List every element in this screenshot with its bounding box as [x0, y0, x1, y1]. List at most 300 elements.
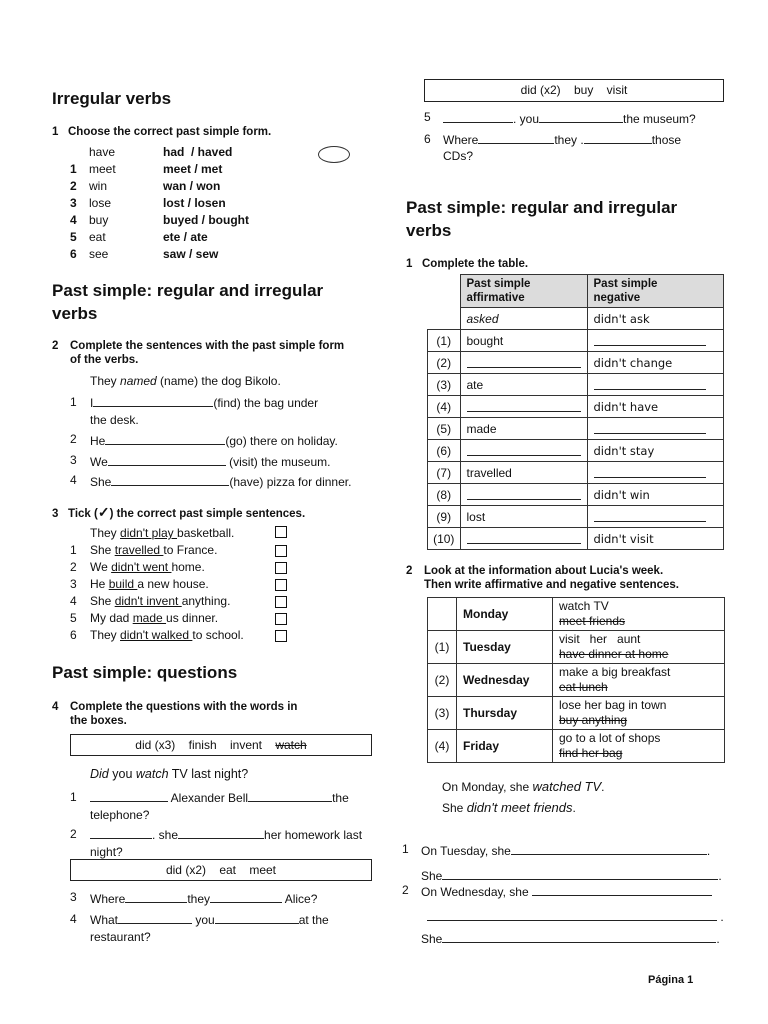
item-number: 6 — [70, 628, 77, 642]
header-negative — [587, 275, 724, 308]
item-number: 3 — [70, 453, 77, 467]
item-number: 2 — [70, 432, 77, 446]
item-number: 1 — [70, 395, 77, 409]
underlined-verb: didn't invent — [114, 594, 182, 608]
table-row — [428, 396, 724, 418]
header-text: negative — [593, 292, 641, 304]
verb-choice[interactable]: buyed / bought — [163, 213, 249, 227]
answer-blank[interactable] — [594, 333, 706, 346]
header-affirmative — [460, 275, 587, 308]
list-item — [70, 526, 300, 543]
exercise-4-item-1 — [70, 789, 390, 824]
activity-cell — [553, 598, 725, 631]
answer-blank[interactable] — [443, 110, 513, 123]
activity-cell — [553, 664, 725, 697]
negative-cell[interactable] — [587, 330, 724, 352]
text: He — [90, 434, 106, 448]
checkbox[interactable] — [275, 526, 287, 538]
affirmative-cell: made — [460, 418, 587, 440]
example-negative: didn't ask — [587, 308, 724, 330]
instruction-text: Then write affirmative and negative sentences. — [424, 579, 679, 591]
answer-blank[interactable] — [584, 131, 652, 144]
past-simple-table — [427, 274, 724, 550]
base-verb: have — [89, 145, 116, 159]
answer-blank[interactable] — [594, 377, 706, 390]
affirmative-cell[interactable] — [460, 352, 587, 374]
table-row — [428, 330, 724, 352]
text: . — [718, 869, 722, 883]
item-number: 2 — [70, 560, 77, 574]
activity-cell — [553, 631, 725, 664]
exercise-4-item-2 — [70, 826, 390, 861]
title-line: Past simple: regular and irregular — [52, 281, 324, 300]
activity-cell — [553, 697, 725, 730]
item-number: 4 — [70, 473, 77, 487]
activity-not-done: find her bag — [559, 746, 623, 760]
day-cell: Thursday — [457, 697, 553, 730]
text: He — [90, 577, 109, 591]
item-number: 1 — [70, 162, 77, 176]
section-questions-title: Past simple: questions — [52, 663, 238, 682]
list-item — [70, 145, 330, 162]
table-row — [428, 440, 724, 462]
item-number: 5 — [70, 611, 77, 625]
table-row — [428, 418, 724, 440]
row-number: (9) — [428, 506, 461, 528]
table-row — [428, 697, 725, 730]
list-item — [70, 196, 330, 213]
text: On Monday, she — [442, 780, 533, 794]
answer-blank[interactable] — [467, 443, 581, 456]
list-item — [70, 230, 330, 247]
example-answer: watch — [135, 767, 169, 781]
checkbox[interactable] — [275, 596, 287, 608]
text: they — [187, 892, 211, 906]
text: She — [442, 801, 467, 815]
exercise-2b-instruction — [406, 564, 746, 592]
text: at the — [298, 913, 329, 927]
table-cell — [428, 308, 461, 330]
negative-cell: didn't have — [587, 396, 724, 418]
table-row — [428, 598, 725, 631]
list-item — [70, 594, 300, 611]
text: Where — [443, 133, 479, 147]
item-number: 6 — [424, 132, 431, 146]
text: They — [90, 526, 121, 540]
list-item — [70, 611, 300, 628]
table-cell — [428, 275, 461, 308]
day-cell: Friday — [457, 730, 553, 763]
row-number: (3) — [428, 374, 461, 396]
affirmative-cell: ate — [460, 374, 587, 396]
item-number: 3 — [70, 890, 77, 904]
text: the desk. — [90, 413, 139, 427]
affirmative-cell[interactable] — [460, 440, 587, 462]
example-answer: Did — [90, 767, 109, 781]
answer-blank[interactable] — [90, 789, 168, 802]
instruction-text: Complete the sentences with the past simple form — [70, 340, 345, 352]
section-regular-irregular-title-2 — [406, 196, 677, 242]
example-affirmative: asked — [460, 308, 587, 330]
title-line: verbs — [406, 221, 452, 240]
text: us dinner. — [166, 611, 219, 625]
table-header-row — [428, 275, 724, 308]
activity-not-done: eat lunch — [559, 680, 608, 694]
instruction-text: Choose the correct past simple form. — [68, 126, 272, 138]
affirmative-cell: travelled — [460, 462, 587, 484]
answer-blank[interactable] — [594, 509, 706, 522]
exercise-2-instruction — [52, 339, 392, 367]
table-row — [428, 528, 724, 550]
item-number: 6 — [70, 247, 77, 261]
affirmative-cell: bought — [460, 330, 587, 352]
row-number — [428, 598, 457, 631]
row-number: (10) — [428, 528, 461, 550]
answer-blank[interactable] — [467, 531, 581, 544]
word-box-3: did (x2) buy visit — [424, 79, 724, 102]
text: the museum? — [623, 112, 696, 126]
text: I — [90, 396, 94, 410]
underlined-verb: build — [108, 577, 138, 591]
text: They — [90, 628, 121, 642]
text: On Tuesday, she — [421, 844, 511, 858]
affirmative-cell[interactable] — [460, 484, 587, 506]
text: (find) the bag under — [213, 396, 319, 410]
list-item — [70, 543, 300, 560]
checkbox[interactable] — [275, 630, 287, 642]
base-verb: lose — [89, 196, 112, 210]
instruction-text: ) the correct past simple sentences. — [109, 508, 306, 520]
activity-not-done: buy anything — [559, 713, 628, 727]
item-number: 4 — [70, 594, 77, 608]
base-verb: see — [89, 247, 109, 261]
answer-blank[interactable] — [108, 453, 226, 466]
text: (go) there on holiday. — [225, 434, 338, 448]
exercise-4-item-4 — [70, 911, 390, 946]
exercise-1-instruction — [52, 125, 271, 139]
text: you — [108, 767, 136, 781]
underlined-verb: travelled — [114, 543, 164, 557]
item-number: 4 — [70, 912, 77, 926]
exercise-number: 1 — [52, 126, 59, 138]
table-row — [428, 664, 725, 697]
underlined-verb: made — [132, 611, 167, 625]
text: She — [90, 543, 115, 557]
base-verb: meet — [89, 162, 116, 176]
row-number: (7) — [428, 462, 461, 484]
text: you — [192, 913, 215, 927]
text: (name) the dog Bikolo. — [156, 374, 281, 388]
instruction-text: Complete the questions with the words in — [70, 701, 298, 713]
text: basketball. — [177, 526, 235, 540]
day-cell: Tuesday — [457, 631, 553, 664]
verb-choice[interactable]: saw / sew — [163, 247, 219, 261]
verb-choice[interactable]: meet / met — [163, 162, 223, 176]
exercise-number: 4 — [52, 701, 59, 713]
exercise-2-item-4 — [70, 473, 351, 489]
text: She — [90, 475, 112, 489]
row-number: (2) — [428, 352, 461, 374]
answer-blank[interactable] — [93, 394, 213, 407]
negative-cell: didn't win — [587, 484, 724, 506]
underlined-verb: didn't went — [111, 560, 172, 574]
item-number: 2 — [402, 883, 409, 897]
text: . — [601, 780, 605, 794]
text: She — [90, 594, 115, 608]
text: to France. — [163, 543, 218, 557]
item-number: 4 — [70, 213, 77, 227]
activity-done: visit her aunt — [559, 632, 641, 646]
text: We — [90, 455, 108, 469]
row-number: (1) — [428, 330, 461, 352]
answer-blank[interactable] — [90, 826, 152, 839]
answer-blank[interactable] — [467, 399, 581, 412]
text: anything. — [181, 594, 231, 608]
item-number: 1 — [70, 790, 77, 804]
text: My dad — [90, 611, 133, 625]
instruction-text: Tick ( — [68, 508, 98, 520]
day-cell: Wednesday — [457, 664, 553, 697]
row-number: (4) — [428, 730, 457, 763]
base-verb: win — [89, 179, 108, 193]
answer-blank[interactable] — [427, 908, 717, 921]
header-text: Past simple — [593, 278, 658, 290]
circle-mark-icon — [318, 146, 350, 163]
base-verb: eat — [89, 230, 106, 244]
text: On Wednesday, she — [421, 885, 529, 899]
list-item — [70, 179, 330, 196]
negative-cell: didn't visit — [587, 528, 724, 550]
underlined-verb: didn't walked — [120, 628, 193, 642]
item-number: 2 — [70, 827, 77, 841]
checkbox[interactable] — [275, 579, 287, 591]
table-row — [428, 308, 724, 330]
answer-blank[interactable] — [442, 867, 718, 880]
text: . you — [513, 112, 540, 126]
verb-choice[interactable]: lost / losen — [163, 196, 226, 210]
answer-blank[interactable] — [178, 826, 264, 839]
exercise-3-list — [70, 526, 300, 645]
verb-choice[interactable]: had / haved — [163, 145, 233, 159]
text: to school. — [192, 628, 244, 642]
table-row — [428, 462, 724, 484]
row-number: (4) — [428, 396, 461, 418]
row-number: (5) — [428, 418, 461, 440]
title-line: Past simple: regular and irregular — [406, 198, 678, 217]
text: . she — [152, 828, 179, 842]
negative-cell[interactable] — [587, 462, 724, 484]
instruction-text: Look at the information about Lucia's week. — [424, 565, 664, 577]
text: TV last night? — [168, 767, 249, 781]
exercise-2-item-1 — [70, 394, 390, 429]
item-number: 1 — [70, 543, 77, 557]
answer-blank[interactable] — [125, 890, 187, 903]
underlined-verb: didn't play — [120, 526, 178, 540]
activity-not-done: have dinner at home — [559, 647, 669, 661]
exercise-4-item-6 — [424, 131, 681, 164]
text: a new house. — [137, 577, 209, 591]
answer-blank[interactable] — [210, 890, 282, 903]
instruction-text: Complete the table. — [422, 258, 529, 270]
table-row — [428, 506, 724, 528]
negative-cell: didn't stay — [587, 440, 724, 462]
table-row — [428, 484, 724, 506]
instruction-text: the boxes. — [70, 715, 127, 727]
answer-blank[interactable] — [478, 131, 554, 144]
text: (have) pizza for dinner. — [229, 475, 352, 489]
affirmative-cell[interactable] — [460, 396, 587, 418]
item-number: 1 — [402, 842, 409, 856]
title-line: verbs — [52, 304, 98, 323]
list-item — [70, 628, 300, 645]
exercise-2-item-2 — [70, 432, 338, 448]
text: (visit) the museum. — [225, 455, 331, 469]
activity-done: lose her bag in town — [559, 698, 667, 712]
text: . — [706, 844, 711, 858]
text: What — [90, 913, 119, 927]
exercise-4-item-3 — [70, 890, 317, 906]
text: Alice? — [282, 892, 318, 906]
text: She — [421, 869, 443, 883]
verb-choice[interactable]: ete / ate — [163, 230, 208, 244]
check-mark-icon: ✓ — [97, 504, 110, 520]
negative-cell: didn't change — [587, 352, 724, 374]
item-number: 3 — [70, 196, 77, 210]
answer-blank[interactable] — [118, 911, 192, 924]
text: . — [572, 801, 576, 815]
exercise-2b-example-2 — [442, 800, 576, 815]
answer-blank[interactable] — [539, 110, 623, 123]
verb-choice[interactable]: wan / won — [163, 179, 221, 193]
answer-blank[interactable] — [442, 930, 716, 943]
list-item — [70, 577, 300, 594]
exercise-4-instruction — [52, 700, 372, 728]
item-number: 5 — [424, 110, 431, 124]
text: They — [90, 374, 121, 388]
text: home. — [171, 560, 205, 574]
row-number: (8) — [428, 484, 461, 506]
list-item — [70, 560, 300, 577]
activity-not-done: meet friends — [559, 614, 626, 628]
row-number: (1) — [428, 631, 457, 664]
page-number: Página 1 — [648, 974, 694, 986]
exercise-2-item-3 — [70, 453, 331, 469]
exercise-number: 3 — [52, 508, 59, 520]
day-cell: Monday — [457, 598, 553, 631]
exercise-3-instruction — [52, 505, 305, 521]
exercise-2b-item-1 — [402, 842, 732, 883]
section-regular-irregular-title — [52, 279, 323, 325]
table-row — [428, 631, 725, 664]
exercise-2-example — [90, 374, 281, 388]
instruction-text: of the verbs. — [70, 354, 139, 366]
exercise-4-example — [90, 767, 248, 781]
activity-done: go to a lot of shops — [559, 731, 661, 745]
negative-cell[interactable] — [587, 374, 724, 396]
text: the — [332, 791, 349, 805]
affirmative-cell[interactable] — [460, 528, 587, 550]
answer-blank[interactable] — [467, 487, 581, 500]
item-number: 5 — [70, 230, 77, 244]
exercise-number: 2 — [406, 565, 413, 577]
header-text: Past simple — [466, 278, 531, 290]
activity-done: watch TV — [559, 599, 609, 613]
header-text: affirmative — [466, 292, 525, 304]
checkbox[interactable] — [275, 562, 287, 574]
exercise-2b-example-1 — [442, 779, 605, 794]
word-box-1 — [70, 734, 372, 756]
example-answer: named — [120, 374, 157, 388]
text: CDs? — [443, 149, 474, 163]
section-irregular-verbs-title: Irregular verbs — [52, 89, 172, 108]
text: those — [651, 133, 682, 147]
list-item — [70, 247, 330, 264]
negative-cell[interactable] — [587, 506, 724, 528]
row-number: (2) — [428, 664, 457, 697]
list-item — [70, 213, 330, 230]
affirmative-cell: lost — [460, 506, 587, 528]
row-number: (6) — [428, 440, 461, 462]
table-row — [428, 730, 725, 763]
table-row — [428, 352, 724, 374]
exercise-4-item-5 — [424, 110, 696, 126]
table-row — [428, 374, 724, 396]
text: . — [720, 910, 724, 924]
text: night? — [90, 845, 123, 859]
activity-done: make a big breakfast — [559, 665, 671, 679]
exercise-number: 1 — [406, 258, 413, 270]
lucia-week-table — [427, 597, 725, 763]
example-answer: didn't meet friends — [466, 800, 573, 815]
text: telephone? — [90, 808, 150, 822]
exercise-number: 2 — [52, 340, 59, 352]
answer-blank[interactable] — [105, 432, 225, 445]
checkbox[interactable] — [275, 545, 287, 557]
answer-blank[interactable] — [594, 421, 706, 434]
negative-cell[interactable] — [587, 418, 724, 440]
answer-blank[interactable] — [532, 883, 712, 896]
text: Alexander Bell — [168, 791, 249, 805]
text: . — [716, 932, 720, 946]
exercise-1b-instruction — [406, 257, 528, 271]
answer-blank[interactable] — [111, 473, 229, 486]
text: restaurant? — [90, 930, 151, 944]
text: We — [90, 560, 112, 574]
text: her homework last — [264, 828, 363, 842]
answer-blank[interactable] — [215, 911, 299, 924]
list-item — [70, 162, 330, 179]
checkbox[interactable] — [275, 613, 287, 625]
answer-blank[interactable] — [467, 355, 581, 368]
activity-cell — [553, 730, 725, 763]
word-box-2: did (x2) eat meet — [70, 859, 372, 881]
answer-blank[interactable] — [511, 842, 707, 855]
item-number: 2 — [70, 179, 77, 193]
base-verb: buy — [89, 213, 109, 227]
text: She — [421, 932, 443, 946]
example-answer: watched TV — [532, 779, 602, 794]
text: they . — [554, 133, 584, 147]
text: Where — [90, 892, 126, 906]
item-number: 3 — [70, 577, 77, 591]
word-list: did (x3) finish invent — [135, 738, 276, 752]
answer-blank[interactable] — [594, 465, 706, 478]
exercise-1-list — [70, 145, 330, 264]
crossed-word: watch — [275, 738, 307, 752]
exercise-2b-item-2 — [402, 883, 732, 946]
row-number: (3) — [428, 697, 457, 730]
answer-blank[interactable] — [248, 789, 332, 802]
